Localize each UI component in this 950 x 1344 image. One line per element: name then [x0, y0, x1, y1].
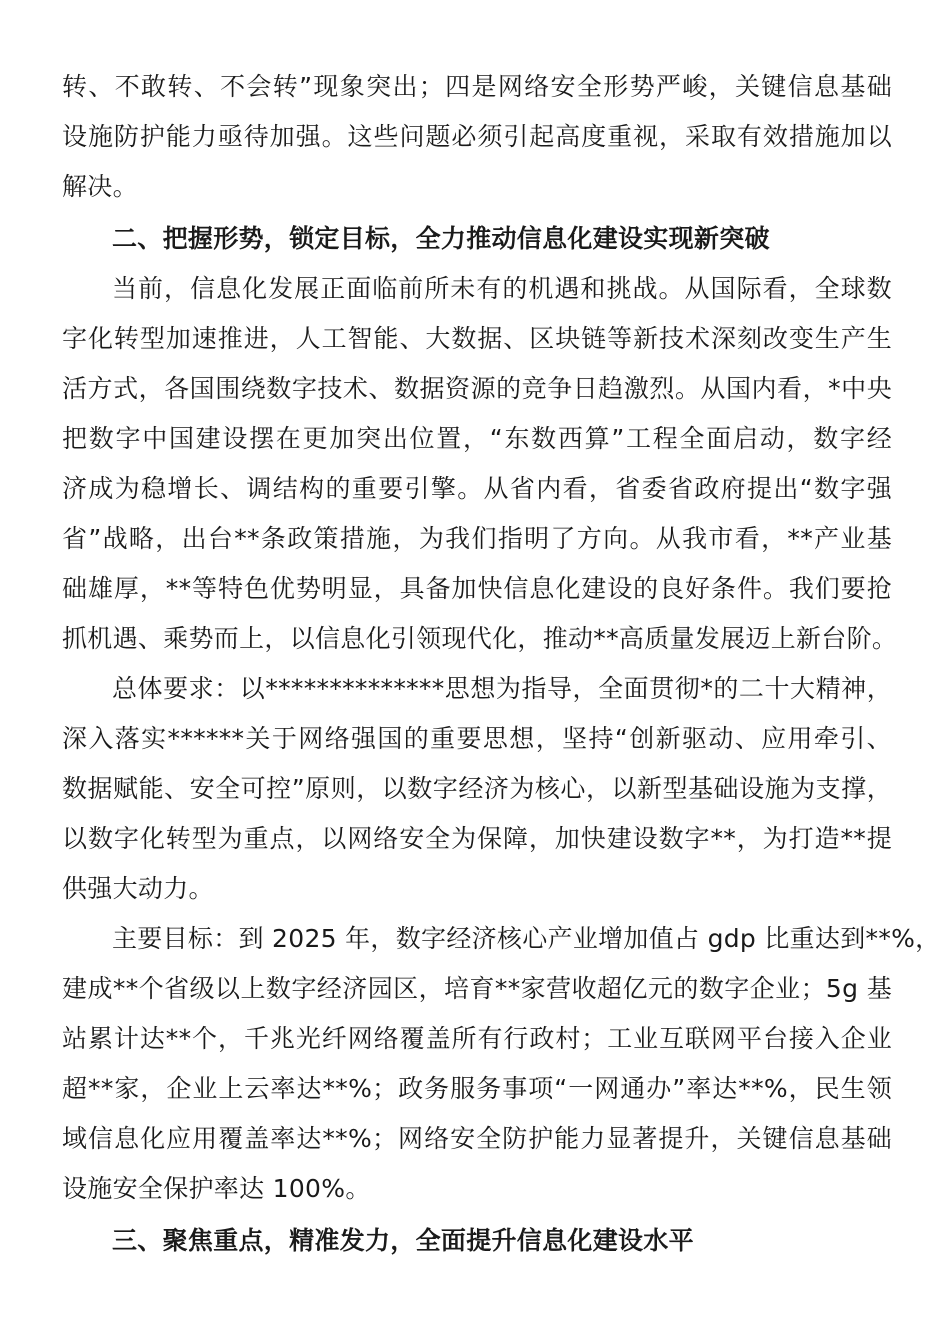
section-heading-3: 三、聚焦重点，精准发力，全面提升信息化建设水平 [112, 1226, 694, 1255]
text-line: 建成**个省级以上数字经济园区，培育**家营收超亿元的数字企业；5g 基 [62, 974, 892, 1003]
text-line: 主要目标：到 2025 年，数字经济核心产业增加值占 gdp 比重达到**%， [112, 924, 941, 953]
text-line: 域信息化应用覆盖率达**%；网络安全防护能力显著提升，关键信息基础 [62, 1124, 892, 1153]
text-line: 设施安全保护率达 100%。 [62, 1174, 371, 1203]
text-line: 当前，信息化发展正面临前所未有的机遇和挑战。从国际看，全球数 [112, 274, 892, 303]
text-line: 供强大动力。 [62, 874, 214, 903]
text-line: 省”战略，出台**条政策措施，为我们指明了方向。从我市看，**产业基 [62, 524, 892, 553]
text-line: 总体要求：以**************思想为指导，全面贯彻*的二十大精神， [112, 674, 892, 703]
text-line: 础雄厚，**等特色优势明显，具备加快信息化建设的良好条件。我们要抢 [62, 574, 892, 603]
text-line: 超**家，企业上云率达**%；政务服务事项“一网通办”率达**%，民生领 [62, 1074, 892, 1103]
text-line: 站累计达**个，千兆光纤网络覆盖所有行政村；工业互联网平台接入企业 [62, 1024, 892, 1053]
text-line: 字化转型加速推进，人工智能、大数据、区块链等新技术深刻改变生产生 [62, 324, 892, 353]
text-line: 把数字中国建设摆在更加突出位置，“东数西算”工程全面启动，数字经 [62, 424, 892, 453]
text-line: 设施防护能力亟待加强。这些问题必须引起高度重视，采取有效措施加以 [62, 122, 892, 151]
text-line: 以数字化转型为重点，以网络安全为保障，加快建设数字**，为打造**提 [62, 824, 892, 853]
text-line: 深入落实******关于网络强国的重要思想，坚持“创新驱动、应用牵引、 [62, 724, 892, 753]
text-line: 济成为稳增长、调结构的重要引擎。从省内看，省委省政府提出“数字强 [62, 474, 892, 503]
section-heading-2: 二、把握形势，锁定目标，全力推动信息化建设实现新突破 [112, 224, 770, 253]
text-line: 数据赋能、安全可控”原则，以数字经济为核心，以新型基础设施为支撑， [62, 774, 892, 803]
text-line: 活方式，各国围绕数字技术、数据资源的竞争日趋激烈。从国内看，*中央 [62, 374, 892, 403]
text-line: 解决。 [62, 172, 138, 201]
text-line: 抓机遇、乘势而上，以信息化引领现代化，推动**高质量发展迈上新台阶。 [62, 624, 898, 653]
text-line: 转、不敢转、不会转”现象突出；四是网络安全形势严峻，关键信息基础 [62, 72, 892, 101]
